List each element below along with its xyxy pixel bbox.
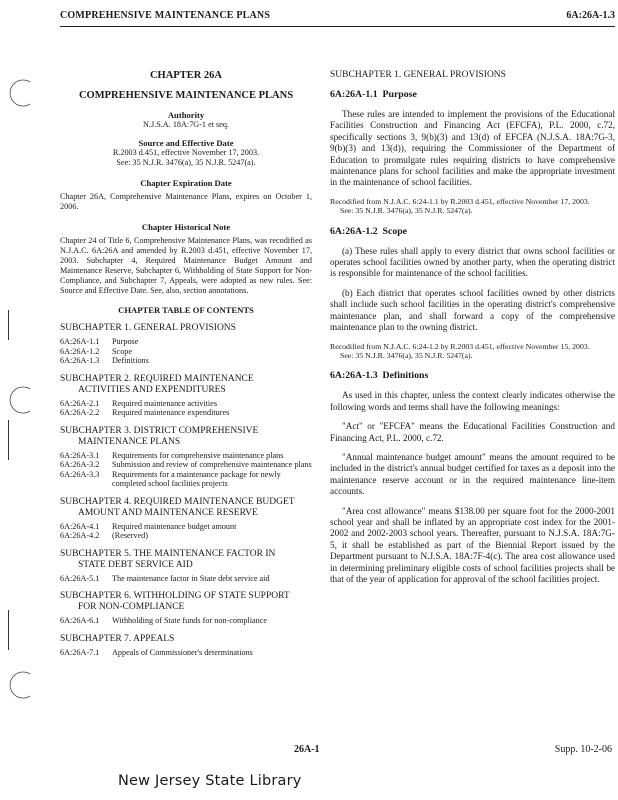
section-number: 6A:26A-1.1	[330, 89, 378, 100]
toc-entry-number: 6A:26A-2.2	[60, 408, 100, 417]
toc-entry-number: 6A:26A-5.1	[60, 573, 100, 583]
section-title: Scope	[382, 225, 408, 237]
toc-subchapter-heading	[60, 323, 312, 334]
toc-subchapter-title: SUBCHAPTER 7. APPEALS	[60, 633, 175, 644]
toc-entry-title: Requirements for a maintenance package for newly completed school facilities projects	[112, 469, 281, 488]
page-number: 26A-1	[294, 744, 320, 755]
toc-subchapter-heading	[60, 634, 312, 645]
definition-paragraph: "Act" or "EFCFA" means the Educational Facilities Construction and Financing Act, P.L. 2000, c.72.	[330, 421, 615, 443]
authority-text: N.J.S.A. 18A:7G-1 et seq.	[143, 120, 229, 129]
toc-entry-title: Purpose	[112, 337, 139, 346]
toc-entry	[60, 337, 312, 347]
toc-entry	[60, 460, 312, 470]
toc-entry-title: Scope	[112, 346, 133, 356]
header-title: COMPREHENSIVE MAINTENANCE PLANS	[60, 10, 271, 21]
toc-entry-title: (Reserved)	[112, 531, 148, 540]
toc-subchapter-title: SUBCHAPTER 1. GENERAL PROVISIONS	[60, 323, 236, 333]
toc-entry-number: 6A:26A-4.1	[60, 521, 100, 531]
toc-subchapter-title-continued: STATE DEBT SERVICE AID	[78, 559, 193, 570]
toc-entry-title: Requirements for comprehensive maintenance plans	[112, 450, 284, 460]
binding-hole-mark-icon	[4, 76, 38, 110]
expiration-heading: Chapter Expiration Date	[140, 178, 232, 188]
toc-entry	[60, 522, 312, 532]
section-title: Definitions	[382, 370, 429, 382]
toc-subchapter-title: SUBCHAPTER 3. DISTRICT COMPREHENSIVE	[60, 425, 259, 436]
expiration-text: Chapter 26A, Comprehensive Maintenance Plans, expires on October 1, 2006.	[60, 192, 312, 211]
toc-entry	[60, 399, 312, 409]
toc-entry-title: Required maintenance expenditures	[112, 408, 230, 417]
toc-entry-title: Appeals of Commissioner's determinations	[112, 647, 253, 657]
toc-subchapter-heading	[60, 549, 312, 571]
note-line: See: 35 N.J.R. 3476(a), 35 N.J.R. 5247(a).	[340, 206, 473, 216]
toc-entry-number: 6A:26A-7.1	[60, 647, 100, 657]
toc-heading: CHAPTER TABLE OF CONTENTS	[118, 305, 254, 315]
toc-subchapter-title: SUBCHAPTER 2. REQUIRED MAINTENANCE	[60, 373, 254, 384]
toc-subchapter-heading	[60, 497, 312, 519]
toc-entry-title: Withholding of State funds for non-compliance	[112, 616, 267, 625]
toc-entry-title: Required maintenance budget amount	[112, 521, 237, 531]
history-text: Chapter 24 of Title 6, Comprehensive Maintenance Plans, was recodified as N.J.A.C. 6A:26A and amended by R.2003 d.451, effective November 17, 2003. Subchapter 4, Required Maintenance Budget Amount and Maintenance Reserve, Subchapter 6, Withholding of State Support for Non-Compliance, and Subchapter 7, Appeals, were adopted as new rules. See: Source and Effective Date. See, also, section annotations.	[60, 236, 312, 295]
binding-hole-mark-icon	[4, 383, 38, 417]
toc-entry-number: 6A:26A-4.2	[60, 531, 100, 540]
note-line: Recodified from N.J.A.C. 6:24-1.2 by R.2003 d.451, effective November 15, 2003.	[330, 341, 590, 351]
toc-entry-number: 6A:26A-3.3	[60, 469, 100, 479]
chapter-number: CHAPTER 26A	[149, 70, 223, 81]
toc-entry	[60, 347, 312, 357]
header-section-number: 6A:26A-1.3	[566, 10, 615, 21]
margin-line	[8, 610, 9, 650]
toc-entry	[60, 574, 312, 584]
toc-entry-number: 6A:26A-3.2	[60, 460, 100, 469]
subchapter-heading: SUBCHAPTER 1. GENERAL PROVISIONS	[330, 70, 506, 80]
toc-entry	[60, 451, 312, 461]
library-stamp: New Jersey State Library	[118, 773, 302, 789]
table-of-contents	[60, 323, 312, 665]
source-line: See: 35 N.J.R. 3476(a), 35 N.J.R. 5247(a).	[116, 158, 256, 167]
section-paragraph: These rules are intended to implement the provisions of the Educational Facilities Construction and Financing Act (EFCFA), P.L. 2000, c.72, specifically sections 3, 9(b)(3) and 13(d) of EFCFA (N.J.S.A. 18A:7G-3, 9(b)(3) and 13(d)), requiring the Commissioner of the Department of Education to promulgate rules requiring districts to have comprehensive maintenance plans for school facilities and make the appropriate investment in the maintenance of school facilities.	[330, 109, 615, 188]
toc-subchapter-title-continued: AMOUNT AND MAINTENANCE RESERVE	[78, 507, 258, 518]
running-header	[60, 4, 615, 27]
toc-entry	[60, 408, 312, 418]
source-heading: Source and Effective Date	[138, 138, 234, 148]
toc-subchapter-title-continued: FOR NON-COMPLIANCE	[78, 602, 185, 612]
toc-entry-number: 6A:26A-3.1	[60, 450, 100, 460]
history-heading: Chapter Historical Note	[141, 222, 231, 232]
toc-subchapter-heading	[60, 426, 312, 448]
toc-entry-number: 6A:26A-2.1	[60, 398, 100, 408]
toc-entry-title: Definitions	[112, 356, 149, 365]
authority-heading: Authority	[167, 110, 205, 120]
note-line: See: 35 N.J.R. 3476(a), 35 N.J.R. 5247(a).	[340, 350, 473, 360]
section-paragraph: As used in this chapter, unless the context clearly indicates otherwise the following words and terms shall have the following meanings:	[330, 390, 615, 412]
chapter-title: COMPREHENSIVE MAINTENANCE PLANS	[78, 90, 294, 101]
history-note	[330, 342, 615, 361]
toc-entry	[60, 356, 312, 366]
supplement-date: Supp. 10-2-06	[554, 744, 612, 755]
toc-entry-title: The maintenance factor in State debt service aid	[112, 573, 270, 583]
toc-subchapter-title-continued: ACTIVITIES AND EXPENDITURES	[78, 384, 226, 395]
toc-entry	[60, 616, 312, 626]
left-column	[60, 70, 312, 665]
section-heading	[330, 89, 615, 100]
toc-subchapter-title-continued: MAINTENANCE PLANS	[78, 436, 181, 447]
binding-hole-mark-icon	[4, 668, 38, 702]
toc-entry-number: 6A:26A-1.3	[60, 356, 100, 365]
history-note	[330, 197, 615, 216]
section-title: Purpose	[382, 89, 417, 100]
toc-entry	[60, 531, 312, 541]
section-heading	[330, 370, 615, 381]
toc-entry	[60, 648, 312, 658]
section-number: 6A:26A-1.3	[330, 370, 378, 382]
toc-entry	[60, 470, 312, 489]
toc-subchapter-heading	[60, 374, 312, 396]
section-paragraph: (b) Each district that operates school facilities owned by other districts shall include such school facilities in the operating district's comprehensive maintenance plan, and shall forward a copy of the comprehensive maintenance plan to the owning district.	[330, 287, 615, 333]
toc-entry-title: Required maintenance activities	[112, 398, 218, 408]
toc-entry-title: Submission and review of comprehensive maintenance plans	[112, 460, 312, 469]
toc-subchapter-heading	[60, 591, 312, 613]
section-heading	[330, 226, 615, 237]
section-paragraph: (a) These rules shall apply to every district that owns school facilities or operates school facilities owned by another party, when the operating district is responsible for maintenance of the school facilities.	[330, 245, 615, 279]
toc-subchapter-title: SUBCHAPTER 4. REQUIRED MAINTENANCE BUDGET	[60, 496, 295, 507]
source-line: R.2003 d.451, effective November 17, 2003.	[112, 148, 260, 157]
margin-line	[8, 420, 9, 460]
toc-subchapter-title: SUBCHAPTER 5. THE MAINTENANCE FACTOR IN	[60, 548, 276, 559]
definition-paragraph: "Annual maintenance budget amount" means the amount required to be included in the district's annual budget certified for taxes as a deposit into the maintenance reserve account or in the required maintenance line-item accounts.	[330, 451, 615, 497]
margin-line	[8, 310, 9, 340]
toc-entry-number: 6A:26A-1.1	[60, 337, 100, 346]
definition-paragraph: "Area cost allowance" means $138.00 per square foot for the 2000-2001 school year and shall be inflated by an appropriate cost index for the 2001-2002 and 2002-2003 school years. Thereafter, pursuant to N.J.S.A. 18A:7G-5, it shall be established as part of the Biennial Report issued by the Department pursuant to N.J.S.A. 18A:7F-4(c). The area cost allowance used in determining preliminary eligible costs of school facilities projects shall be that of the year of application for approval of the school facilities project.	[330, 505, 615, 584]
toc-subchapter-title: SUBCHAPTER 6. WITHHOLDING OF STATE SUPPORT	[60, 591, 290, 601]
right-column	[330, 70, 615, 593]
toc-entry-number: 6A:26A-1.2	[60, 346, 100, 356]
section-number: 6A:26A-1.2	[330, 225, 378, 237]
toc-entry-number: 6A:26A-6.1	[60, 616, 100, 625]
note-line: Recodified from N.J.A.C. 6:24-1.1 by R.2003 d.451, effective November 17, 2003.	[330, 196, 590, 206]
